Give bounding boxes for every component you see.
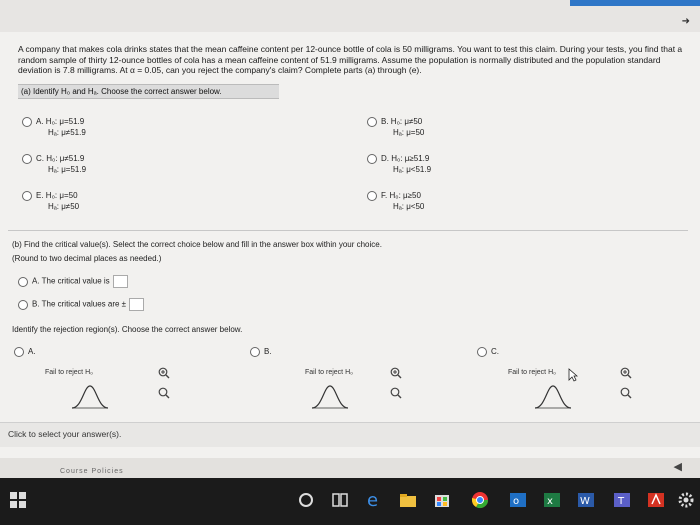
option-a-ha: Hₐ: μ≠51.9 bbox=[48, 128, 86, 137]
chrome-icon[interactable] bbox=[470, 490, 490, 510]
graph-b-key: B. bbox=[264, 347, 272, 357]
option-c-h0: H₀: μ≠51.9 bbox=[46, 154, 85, 163]
part-a-label: (a) Identify H₀ and Hₐ. Choose the correct answer below. bbox=[18, 84, 279, 99]
question-text: A company that makes cola drinks states that the mean caffeine content per 12-ounce bottle of cola is 50 milligrams. You want to test this claim. During your tests, you find that a random sample of thirty 12-ounce bottles of cola has a mean caffeine content of 51.9 milligrams. Assume the population is normally distributed and the population standard deviation is 7.8 milligrams. At α = 0.05, can you reject the company's claim? Complete parts (a) through (e). bbox=[18, 44, 683, 75]
option-e-h0: H₀: μ=50 bbox=[45, 191, 78, 200]
zoom-out-icon[interactable] bbox=[158, 387, 170, 399]
radio-option-c[interactable] bbox=[22, 154, 32, 164]
rounding-note: (Round to two decimal places as needed.) bbox=[12, 254, 162, 263]
click-prompt: Click to select your answer(s). bbox=[8, 429, 122, 439]
graph-a-key: A. bbox=[28, 347, 36, 357]
critical-value-input[interactable] bbox=[113, 275, 128, 288]
windows-taskbar bbox=[0, 478, 700, 525]
normal-curve-a-icon bbox=[70, 384, 110, 410]
option-b-ha: Hₐ: μ=50 bbox=[393, 128, 425, 137]
normal-curve-b-icon bbox=[310, 384, 350, 410]
zoom-out-icon[interactable] bbox=[620, 387, 632, 399]
radio-option-b[interactable] bbox=[367, 117, 377, 127]
rejection-region-label: Identify the rejection region(s). Choose the correct answer below. bbox=[12, 325, 243, 334]
scroll-left-arrow-icon[interactable]: ◀ bbox=[673, 461, 682, 473]
outlook-icon[interactable] bbox=[508, 490, 528, 510]
graph-c-key: C. bbox=[491, 347, 499, 357]
critical-value-choice-b[interactable] bbox=[18, 298, 144, 311]
fail-to-reject-label-b: Fail to reject H₀ bbox=[305, 369, 354, 376]
option-e[interactable] bbox=[22, 190, 79, 212]
store-icon[interactable] bbox=[432, 490, 452, 510]
acrobat-icon[interactable] bbox=[646, 490, 666, 510]
part-b-label: (b) Find the critical value(s). Select the correct choice below and fill in the answer box within your choice. bbox=[12, 240, 382, 249]
zoom-in-icon[interactable] bbox=[158, 367, 170, 379]
option-c-key: C. bbox=[36, 154, 44, 163]
excel-icon[interactable] bbox=[542, 490, 562, 510]
option-a-key: A. bbox=[36, 117, 44, 126]
teams-icon[interactable] bbox=[612, 490, 632, 510]
option-f-h0: H₀: μ≥50 bbox=[389, 191, 421, 200]
radio-option-d[interactable] bbox=[367, 154, 377, 164]
radio-option-e[interactable] bbox=[22, 191, 32, 201]
mouse-cursor-icon bbox=[568, 368, 578, 382]
fail-to-reject-label-a: Fail to reject H₀ bbox=[45, 369, 94, 376]
fail-to-reject-label-c: Fail to reject H₀ bbox=[508, 369, 557, 376]
critical-values-input[interactable] bbox=[129, 298, 144, 311]
option-a-h0: H₀: μ=51.9 bbox=[45, 117, 85, 126]
option-e-ha: Hₐ: μ≠50 bbox=[48, 202, 80, 211]
word-icon[interactable] bbox=[576, 490, 596, 510]
graph-option-b[interactable] bbox=[250, 347, 272, 357]
option-d-key: D. bbox=[381, 154, 389, 163]
task-view-icon[interactable] bbox=[330, 490, 350, 510]
choice-a-text: A. The critical value is bbox=[32, 276, 110, 286]
option-b-key: B. bbox=[381, 117, 389, 126]
browser-top-bar bbox=[0, 0, 700, 32]
search-circle-icon[interactable] bbox=[296, 490, 316, 510]
radio-critical-b[interactable] bbox=[18, 300, 28, 310]
option-b[interactable] bbox=[367, 116, 424, 138]
option-c-ha: Hₐ: μ=51.9 bbox=[48, 165, 87, 174]
option-d[interactable] bbox=[367, 153, 431, 175]
svg-text:e: e bbox=[367, 490, 379, 510]
graph-option-a[interactable] bbox=[14, 347, 36, 357]
edge-browser-icon[interactable] bbox=[364, 490, 384, 510]
zoom-in-icon[interactable] bbox=[390, 367, 402, 379]
click-to-select-bar bbox=[0, 422, 700, 447]
option-d-ha: Hₐ: μ<51.9 bbox=[393, 165, 432, 174]
svg-text:o: o bbox=[513, 496, 520, 507]
option-e-key: E. bbox=[36, 191, 44, 200]
radio-graph-c[interactable] bbox=[477, 347, 487, 357]
normal-curve-c-icon bbox=[533, 384, 573, 410]
radio-option-f[interactable] bbox=[367, 191, 377, 201]
choice-b-text: B. The critical values are ± bbox=[32, 299, 127, 309]
back-arrow-icon[interactable]: ➜ bbox=[681, 16, 690, 27]
option-f[interactable] bbox=[367, 190, 424, 212]
question-page bbox=[0, 32, 700, 458]
file-explorer-icon[interactable] bbox=[398, 490, 418, 510]
svg-text:x: x bbox=[547, 496, 553, 507]
option-a[interactable] bbox=[22, 116, 86, 138]
option-f-ha: Hₐ: μ<50 bbox=[393, 202, 425, 211]
top-accent-strip bbox=[570, 0, 700, 6]
graph-option-c[interactable] bbox=[477, 347, 499, 357]
footer-bar bbox=[0, 458, 700, 478]
critical-value-choice-a[interactable] bbox=[18, 275, 128, 288]
radio-graph-b[interactable] bbox=[250, 347, 260, 357]
section-divider bbox=[8, 230, 688, 231]
option-f-key: F. bbox=[381, 191, 388, 200]
option-c[interactable] bbox=[22, 153, 86, 175]
radio-graph-a[interactable] bbox=[14, 347, 24, 357]
windows-start-icon[interactable] bbox=[8, 490, 28, 510]
settings-gear-icon[interactable] bbox=[676, 490, 696, 510]
option-b-h0: H₀: μ≠50 bbox=[390, 117, 423, 126]
option-d-h0: H₀: μ≥51.9 bbox=[391, 154, 430, 163]
zoom-out-icon[interactable] bbox=[390, 387, 402, 399]
radio-critical-a[interactable] bbox=[18, 277, 28, 287]
svg-text:T: T bbox=[618, 496, 625, 507]
radio-option-a[interactable] bbox=[22, 117, 32, 127]
zoom-in-icon[interactable] bbox=[620, 367, 632, 379]
course-policies-link[interactable]: Course Policies bbox=[60, 468, 124, 475]
svg-text:W: W bbox=[580, 496, 590, 507]
